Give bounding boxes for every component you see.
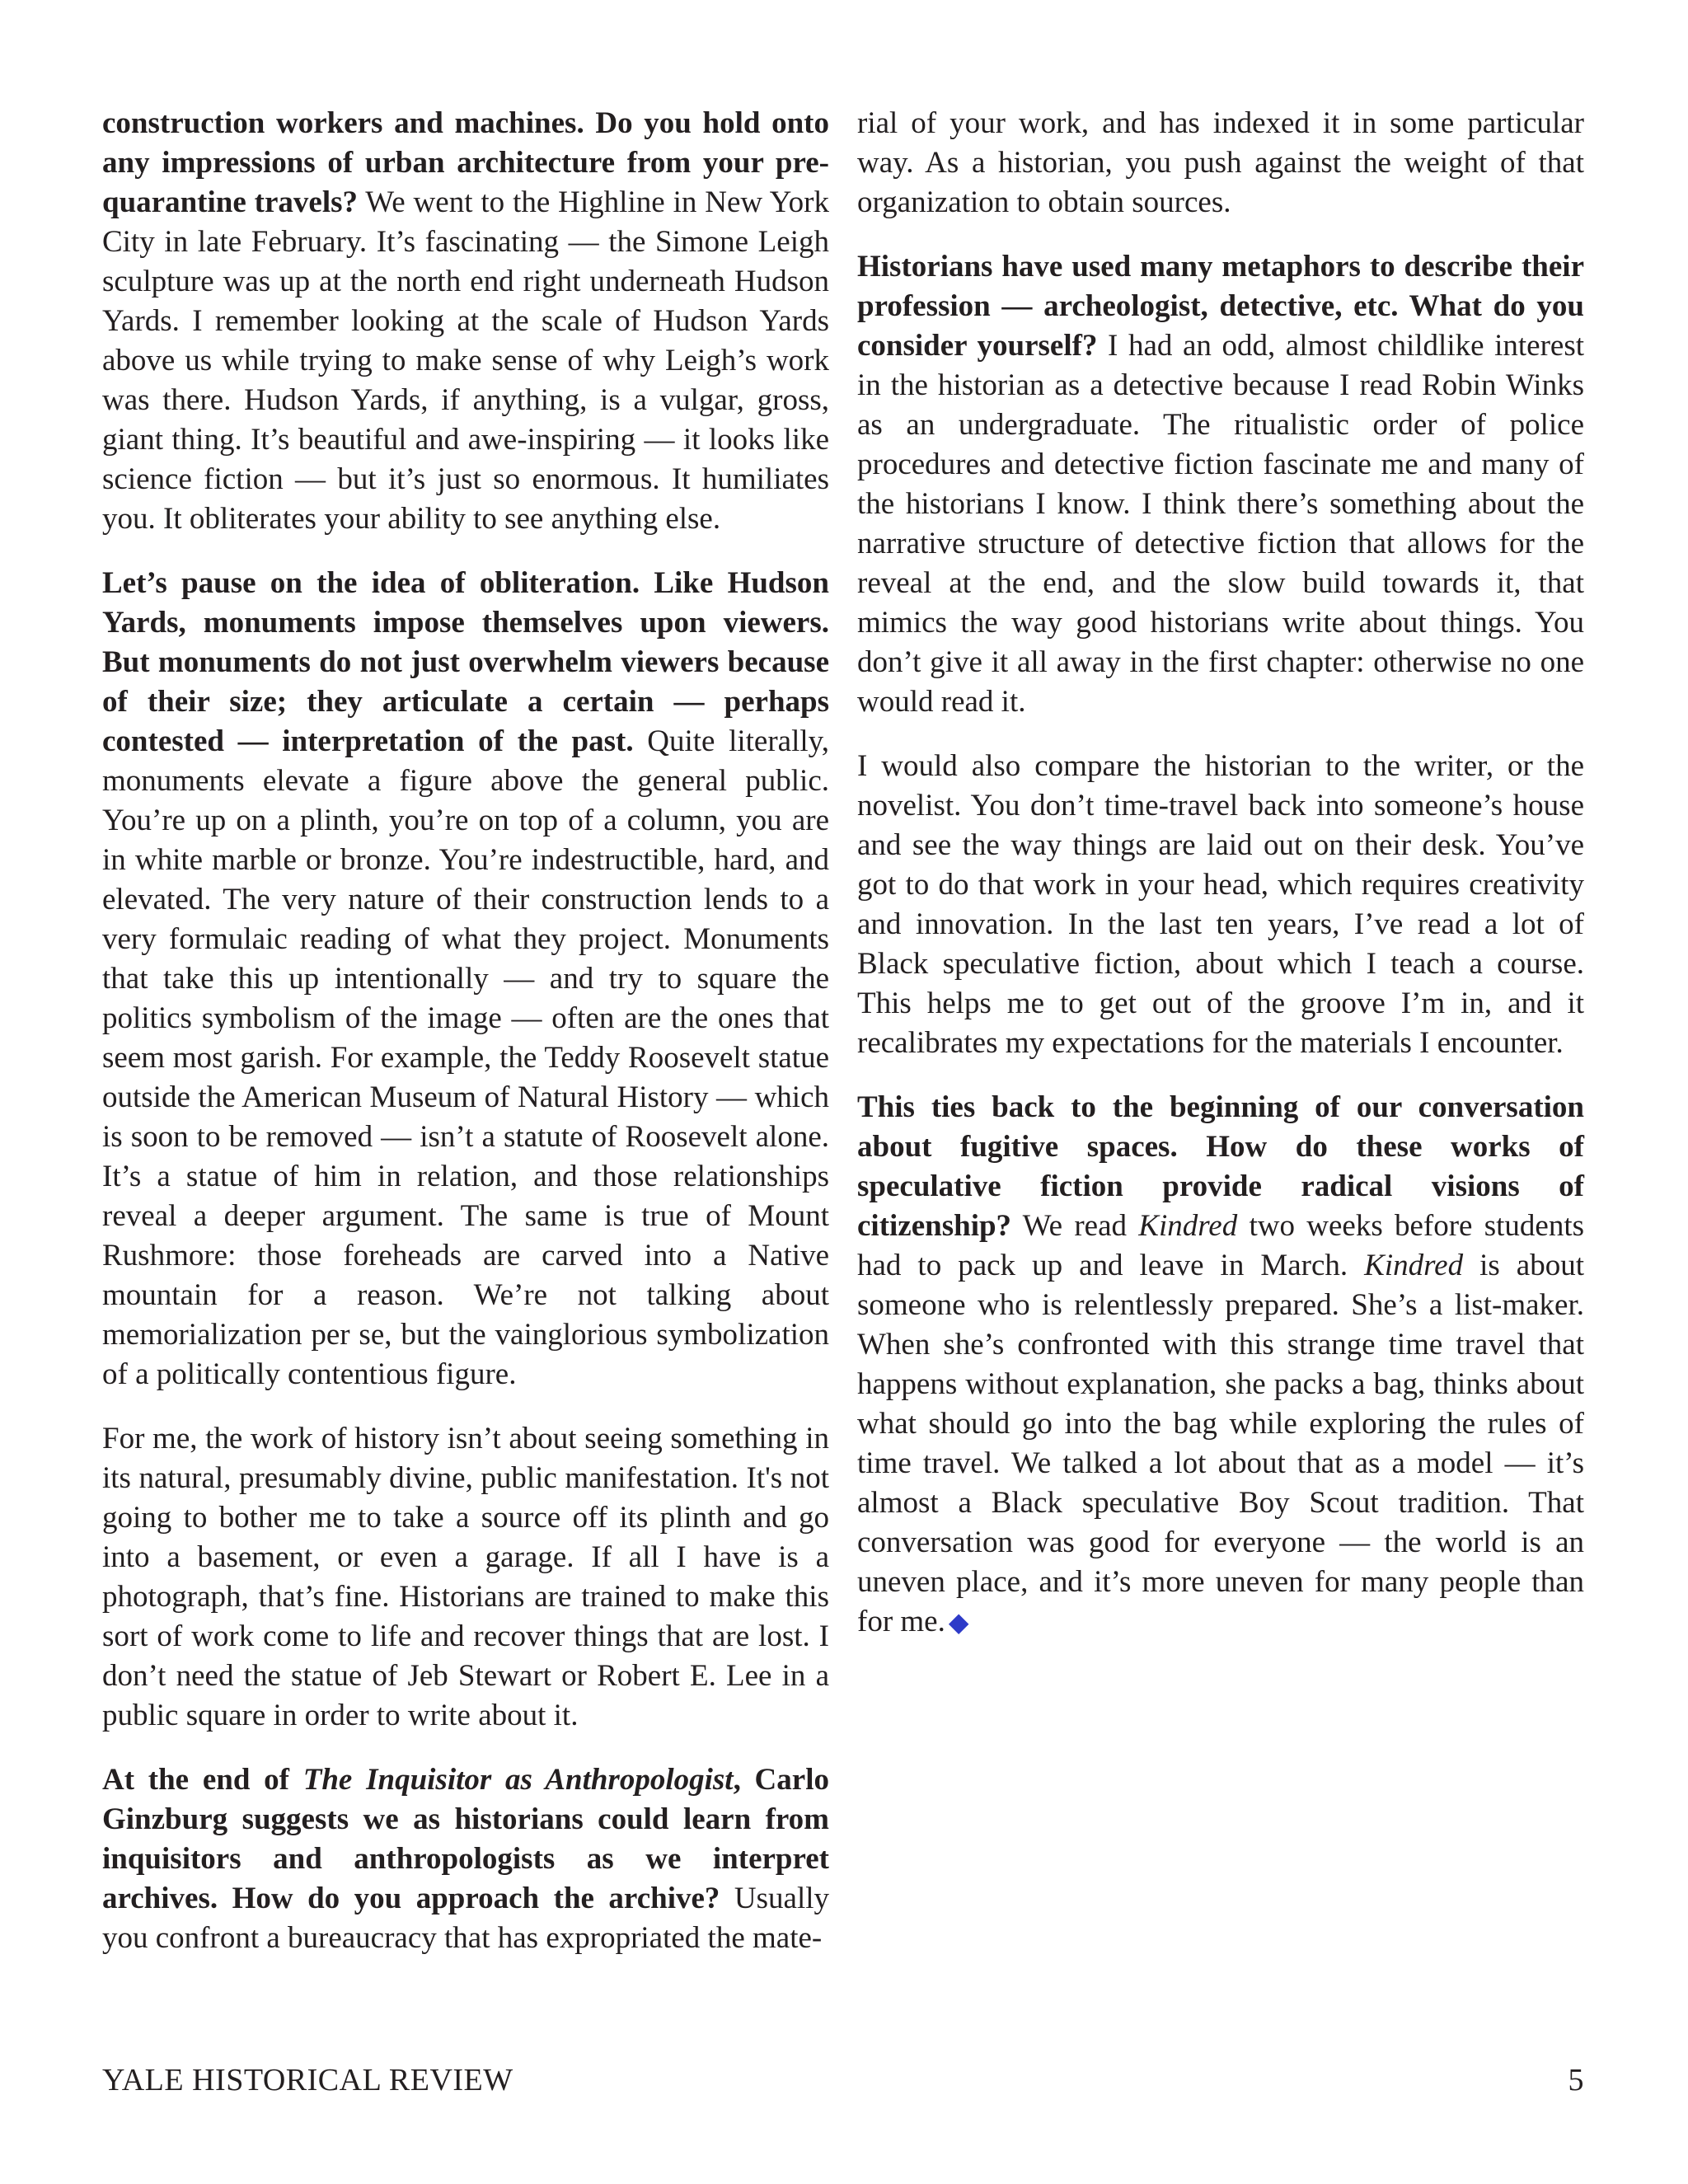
paragraph <box>857 1088 1584 1642</box>
paragraph <box>102 1760 829 1958</box>
page-number: 5 <box>1568 2063 1584 2097</box>
interview-answer: I had an odd, almost childlike interest in the historian as a detective because I read Robin Winks as an undergraduate. The ritualistic order of police procedures and detective fiction fascinate me and many of the historians I know. I think there’s something about the narrative structure of detective fiction that allows for the reveal at the end, and the slow build towards it, that mimics the way good historians write about things. You don’t give it all away in the first chapter: otherwise no one would read it. <box>857 329 1585 719</box>
book-title: Kindred <box>1364 1249 1464 1282</box>
book-title: Kindred <box>1138 1209 1238 1243</box>
paragraph <box>857 247 1584 722</box>
paragraph: rial of your work, and has indexed it in some particular way. As a historian, you push against the weight of that organization to obtain sources. <box>857 106 1584 219</box>
interview-answer: We read <box>1022 1209 1127 1243</box>
question-text: At the end of <box>102 1763 289 1797</box>
interview-answer: two weeks before students had to pack up and leave in March. <box>857 1209 1585 1282</box>
paragraph <box>102 104 829 539</box>
paragraph: I would also compare the historian to the writer, or the novelist. You don’t time-travel back into someone’s house and see the way things are laid out on their desk. You’ve got to do that work in your head, which requires creativity and innovation. In the last ten years, I’ve read a lot of Black speculative fiction, about which I teach a course. This helps me to get out of the groove I’m in, and it recalibrates my expectations for the materials I encounter. <box>857 749 1584 1060</box>
interview-question: construction workers and machines. Do you hold onto any impressions of urban architecture from your pre-quarantine travels? <box>102 106 829 219</box>
interview-question <box>102 1763 829 1915</box>
page-footer <box>102 2060 1584 2100</box>
paragraph <box>102 564 829 1394</box>
interview-answer: Usually you confront a bureaucracy that has expropriated the mate- <box>102 1882 830 1955</box>
interview-answer: Quite literally, monuments elevate a figure above the general public. You’re up on a plinth, you’re on top of a column, you are in white marble or bronze. You’re indestructible, hard, and elevated. The very nature of their construction lends to a very formulaic reading of what they project. Monuments that take this up intentionally — and try to square the politics symbolism of the image — often are the ones that seem most garish. For example, the Teddy Roosevelt statue outside the American Museum of Natural History — which is soon to be removed — isn’t a statute of Roosevelt alone. It’s a statue of him in relation, and those relationships reveal a deeper argument. The same is true of Mount Rushmore: those foreheads are carved into a Native mountain for a reason. We’re not talking about memorialization per se, but the vainglorious symbolization of a politically contentious figure. <box>102 724 829 1391</box>
paragraph: For me, the work of history isn’t about seeing something in its natural, presumably divine, public manifestation. It's not going to bother me to take a source off its plinth and go into a basement, or even a garage. If all I have is a photograph, that’s fine. Historians are trained to make this sort of work come to life and recover things that are lost. I don’t need the statue of Jeb Stewart or Robert E. Lee in a public square in order to write about it. <box>102 1422 829 1732</box>
question-text: , Carlo Ginzburg suggests we as historians could learn from inquisitors and anthropologists as we interpret archives. How do you approach the archive? <box>102 1763 829 1915</box>
book-title: The Inquisitor as Anthropologist <box>302 1763 734 1797</box>
end-of-article-diamond-icon: ◆ <box>948 1607 969 1637</box>
right-column <box>857 104 1584 1666</box>
interview-answer: is about someone who is relentlessly prepared. She’s a list-maker. When she’s confronted with this strange time travel that happens without explanation, she packs a bag, thinks about what should go into the bag while exploring the rules of time travel. We talked a lot about that as a model — it’s almost a Black speculative Boy Scout tradition. That conversation was good for everyone — the world is an uneven place, and it’s more uneven for many people than for me. <box>857 1249 1584 1638</box>
interview-question: This ties back to the beginning of our conversation about fugitive spaces. How do these works of speculative fiction provide radical visions of citizenship? <box>857 1090 1584 1243</box>
interview-question: Historians have used many metaphors to describe their profession — archeologist, detective, etc. What do you consider yourself? <box>857 250 1584 363</box>
interview-question: Let’s pause on the idea of obliteration. Like Hudson Yards, monuments impose themselves upon viewers. But monuments do not just overwhelm viewers because of their size; they articulate a certain — perhaps contested — interpretation of the past. <box>102 566 829 758</box>
left-column <box>102 104 829 1983</box>
publication-name: YALE HISTORICAL REVIEW <box>102 2063 513 2097</box>
interview-answer: We went to the Highline in New York City in late February. It’s fascinating — the Simone Leigh sculpture was up at the north end right underneath Hudson Yards. I remember looking at the scale of Hudson Yards above us while trying to make sense of why Leigh’s work was there. Hudson Yards, if anything, is a vulgar, gross, giant thing. It’s beautiful and awe-inspiring — it looks like science fiction — but it’s just so enormous. It humiliates you. It obliterates your ability to see anything else. <box>102 185 829 536</box>
